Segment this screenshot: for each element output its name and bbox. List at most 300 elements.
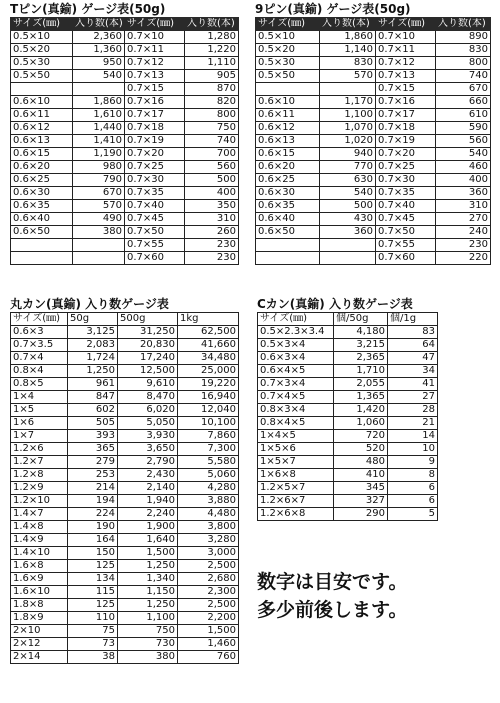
table-row bbox=[258, 339, 438, 352]
table-cell: 1,500 bbox=[118, 547, 178, 560]
table-cell: 28 bbox=[388, 404, 438, 417]
table-row bbox=[256, 200, 491, 213]
table-cell: 0.6×12 bbox=[256, 122, 320, 135]
table-cell: 3,650 bbox=[118, 443, 178, 456]
table-cell: 34,480 bbox=[178, 352, 239, 365]
ckan-col-header: 個/50g bbox=[334, 313, 388, 326]
table-cell: 0.5×50 bbox=[256, 70, 320, 83]
table-cell: 1,110 bbox=[185, 57, 239, 70]
ckan-header bbox=[258, 313, 438, 326]
table-row bbox=[11, 122, 239, 135]
table-cell: 980 bbox=[73, 161, 125, 174]
tpin-header bbox=[11, 18, 239, 31]
table-cell: 0.7×30 bbox=[125, 174, 185, 187]
table-cell: 0.7×18 bbox=[125, 122, 185, 135]
table-cell: 1.4×9 bbox=[11, 534, 68, 547]
table-row bbox=[11, 96, 239, 109]
table-cell: 560 bbox=[436, 135, 491, 148]
table-cell: 290 bbox=[334, 508, 388, 521]
table-row bbox=[11, 352, 239, 365]
table-row bbox=[11, 365, 239, 378]
table-cell: 0.7×50 bbox=[125, 226, 185, 239]
table-cell: 310 bbox=[436, 200, 491, 213]
table-cell: 1,640 bbox=[118, 534, 178, 547]
table-cell: 270 bbox=[436, 213, 491, 226]
table-cell: 1,020 bbox=[320, 135, 376, 148]
table-cell: 1,365 bbox=[334, 391, 388, 404]
table-row bbox=[258, 365, 438, 378]
table-cell: 19,220 bbox=[178, 378, 239, 391]
table-cell: 940 bbox=[320, 148, 376, 161]
table-cell: 253 bbox=[68, 469, 118, 482]
tpin-body bbox=[11, 31, 239, 265]
table-cell: 0.7×4 bbox=[11, 352, 68, 365]
table-row bbox=[11, 70, 239, 83]
table-row bbox=[11, 213, 239, 226]
table-cell bbox=[11, 252, 73, 265]
table-cell: 3,930 bbox=[118, 430, 178, 443]
table-cell: 905 bbox=[185, 70, 239, 83]
table-row bbox=[11, 391, 239, 404]
table-cell: 9 bbox=[388, 456, 438, 469]
table-cell: 5,580 bbox=[178, 456, 239, 469]
table-row bbox=[256, 161, 491, 174]
table-cell: 0.6×35 bbox=[256, 200, 320, 213]
marukan-col-header: 1kg bbox=[178, 313, 239, 326]
kyupin-col-header: サイズ(㎜) bbox=[256, 18, 320, 31]
table-cell: 0.7×13 bbox=[125, 70, 185, 83]
table-cell: 0.6×11 bbox=[11, 109, 73, 122]
table-cell: 2,200 bbox=[178, 612, 239, 625]
table-cell: 1,250 bbox=[118, 599, 178, 612]
table-cell: 380 bbox=[118, 651, 178, 664]
table-cell: 602 bbox=[68, 404, 118, 417]
table-cell: 0.6×50 bbox=[11, 226, 73, 239]
table-cell: 700 bbox=[185, 148, 239, 161]
table-cell: 25,000 bbox=[178, 365, 239, 378]
table-cell: 720 bbox=[334, 430, 388, 443]
table-cell: 0.6×12 bbox=[11, 122, 73, 135]
table-cell: 125 bbox=[68, 599, 118, 612]
table-row bbox=[11, 599, 239, 612]
table-cell: 890 bbox=[436, 31, 491, 44]
table-cell: 0.7×45 bbox=[376, 213, 436, 226]
table-row bbox=[11, 252, 239, 265]
table-cell: 0.7×15 bbox=[125, 83, 185, 96]
table-cell: 134 bbox=[68, 573, 118, 586]
table-cell: 110 bbox=[68, 612, 118, 625]
table-cell: 480 bbox=[334, 456, 388, 469]
table-cell: 6,020 bbox=[118, 404, 178, 417]
table-cell: 1.6×10 bbox=[11, 586, 68, 599]
table-cell: 560 bbox=[185, 161, 239, 174]
table-cell: 460 bbox=[436, 161, 491, 174]
table-cell: 41 bbox=[388, 378, 438, 391]
table-cell: 1,060 bbox=[334, 417, 388, 430]
table-cell: 0.6×13 bbox=[256, 135, 320, 148]
table-cell: 365 bbox=[68, 443, 118, 456]
table-row bbox=[11, 638, 239, 651]
table-cell: 1.2×8 bbox=[11, 469, 68, 482]
table-cell: 224 bbox=[68, 508, 118, 521]
table-cell: 0.6×10 bbox=[11, 96, 73, 109]
table-cell: 0.7×3×4 bbox=[258, 378, 334, 391]
table-cell: 73 bbox=[68, 638, 118, 651]
table-cell: 4,180 bbox=[334, 326, 388, 339]
table-cell: 3,000 bbox=[178, 547, 239, 560]
table-cell: 1.2×7 bbox=[11, 456, 68, 469]
table-cell: 950 bbox=[73, 57, 125, 70]
table-cell: 730 bbox=[118, 638, 178, 651]
table-cell: 0.6×20 bbox=[256, 161, 320, 174]
table-cell bbox=[11, 83, 73, 96]
table-cell: 0.7×30 bbox=[376, 174, 436, 187]
table-cell: 0.5×20 bbox=[256, 44, 320, 57]
table-cell: 1×5×7 bbox=[258, 456, 334, 469]
table-cell: 0.6×40 bbox=[256, 213, 320, 226]
table-cell: 0.6×13 bbox=[11, 135, 73, 148]
table-cell: 610 bbox=[436, 109, 491, 122]
table-cell: 83 bbox=[388, 326, 438, 339]
table-cell: 350 bbox=[185, 200, 239, 213]
table-cell: 194 bbox=[68, 495, 118, 508]
table-row bbox=[258, 443, 438, 456]
table-cell: 1×4 bbox=[11, 391, 68, 404]
table-cell: 1.2×6×8 bbox=[258, 508, 334, 521]
kyupin-col-header: サイズ(㎜) bbox=[376, 18, 436, 31]
table-cell: 16,940 bbox=[178, 391, 239, 404]
table-cell: 310 bbox=[185, 213, 239, 226]
table-cell: 0.7×4×5 bbox=[258, 391, 334, 404]
tpin-col-header: 入り数(本) bbox=[185, 18, 239, 31]
kyupin-body bbox=[256, 31, 491, 265]
table-cell: 1,250 bbox=[118, 560, 178, 573]
table-row bbox=[11, 378, 239, 391]
table-cell: 0.6×50 bbox=[256, 226, 320, 239]
table-cell: 670 bbox=[436, 83, 491, 96]
table-cell: 3,880 bbox=[178, 495, 239, 508]
table-row bbox=[11, 521, 239, 534]
table-cell: 38 bbox=[68, 651, 118, 664]
table-cell: 0.7×35 bbox=[125, 187, 185, 200]
table-cell: 740 bbox=[436, 70, 491, 83]
table-cell: 1×5×6 bbox=[258, 443, 334, 456]
table-cell: 0.6×15 bbox=[256, 148, 320, 161]
table-cell: 0.6×11 bbox=[256, 109, 320, 122]
table-cell: 1,100 bbox=[320, 109, 376, 122]
table-cell: 660 bbox=[436, 96, 491, 109]
table-cell: 0.6×30 bbox=[11, 187, 73, 200]
table-cell: 0.7×16 bbox=[125, 96, 185, 109]
table-cell: 0.6×3×4 bbox=[258, 352, 334, 365]
table-cell bbox=[256, 239, 320, 252]
ckan-col-header: 個/1g bbox=[388, 313, 438, 326]
table-cell: 800 bbox=[436, 57, 491, 70]
table-cell: 8,470 bbox=[118, 391, 178, 404]
table-cell: 0.8×4 bbox=[11, 365, 68, 378]
table-cell: 1,220 bbox=[185, 44, 239, 57]
table-cell: 3,215 bbox=[334, 339, 388, 352]
table-cell: 1.2×6×7 bbox=[258, 495, 334, 508]
table-cell: 5,050 bbox=[118, 417, 178, 430]
table-cell: 540 bbox=[436, 148, 491, 161]
table-cell: 1×5 bbox=[11, 404, 68, 417]
table-cell: 345 bbox=[334, 482, 388, 495]
table-cell: 164 bbox=[68, 534, 118, 547]
table-cell: 279 bbox=[68, 456, 118, 469]
table-cell: 1,360 bbox=[73, 44, 125, 57]
table-cell bbox=[320, 252, 376, 265]
table-cell: 1,250 bbox=[68, 365, 118, 378]
table-row bbox=[11, 469, 239, 482]
table-cell: 0.7×10 bbox=[125, 31, 185, 44]
table-row bbox=[11, 83, 239, 96]
table-row bbox=[258, 391, 438, 404]
table-cell: 0.6×40 bbox=[11, 213, 73, 226]
table-cell: 64 bbox=[388, 339, 438, 352]
table-cell: 150 bbox=[68, 547, 118, 560]
table-cell: 2,680 bbox=[178, 573, 239, 586]
table-cell: 41,660 bbox=[178, 339, 239, 352]
table-cell: 1.4×7 bbox=[11, 508, 68, 521]
table-cell: 214 bbox=[68, 482, 118, 495]
table-cell: 393 bbox=[68, 430, 118, 443]
table-cell: 21 bbox=[388, 417, 438, 430]
table-row bbox=[256, 44, 491, 57]
table-cell: 2×10 bbox=[11, 625, 68, 638]
ckan-col-header: サイズ(㎜) bbox=[258, 313, 334, 326]
table-cell: 1,900 bbox=[118, 521, 178, 534]
table-row bbox=[256, 70, 491, 83]
table-cell: 5,060 bbox=[178, 469, 239, 482]
table-cell: 0.7×17 bbox=[125, 109, 185, 122]
table-cell: 4,480 bbox=[178, 508, 239, 521]
table-cell: 12,040 bbox=[178, 404, 239, 417]
table-row bbox=[11, 482, 239, 495]
table-row bbox=[258, 417, 438, 430]
table-cell: 0.5×3×4 bbox=[258, 339, 334, 352]
table-cell: 0.8×5 bbox=[11, 378, 68, 391]
note-line-1: 数字は目安です。 bbox=[257, 571, 408, 593]
marukan-col-header: 50g bbox=[68, 313, 118, 326]
table-cell: 0.7×55 bbox=[376, 239, 436, 252]
table-cell: 0.7×60 bbox=[376, 252, 436, 265]
table-cell: 2,500 bbox=[178, 599, 239, 612]
table-row bbox=[11, 573, 239, 586]
ckan-block bbox=[257, 297, 438, 521]
table-cell: 0.7×20 bbox=[376, 148, 436, 161]
table-cell: 790 bbox=[73, 174, 125, 187]
table-cell: 190 bbox=[68, 521, 118, 534]
table-cell: 0.7×40 bbox=[125, 200, 185, 213]
table-cell: 2,430 bbox=[118, 469, 178, 482]
table-row bbox=[11, 625, 239, 638]
table-cell: 0.6×20 bbox=[11, 161, 73, 174]
table-cell: 0.6×25 bbox=[256, 174, 320, 187]
table-row bbox=[11, 508, 239, 521]
tpin-table bbox=[10, 17, 239, 265]
table-cell: 0.7×20 bbox=[125, 148, 185, 161]
table-cell: 230 bbox=[185, 239, 239, 252]
table-cell: 2,360 bbox=[73, 31, 125, 44]
tpin-col-header: サイズ(㎜) bbox=[125, 18, 185, 31]
table-row bbox=[11, 560, 239, 573]
table-row bbox=[11, 226, 239, 239]
table-row bbox=[11, 430, 239, 443]
table-cell: 3,280 bbox=[178, 534, 239, 547]
marukan-title: 丸カン(真鍮) 入り数ゲージ表 bbox=[10, 297, 169, 311]
table-cell: 1,150 bbox=[118, 586, 178, 599]
table-cell: 1,500 bbox=[178, 625, 239, 638]
table-cell: 1.4×10 bbox=[11, 547, 68, 560]
table-cell: 17,240 bbox=[118, 352, 178, 365]
table-cell: 0.6×10 bbox=[256, 96, 320, 109]
table-cell: 2×12 bbox=[11, 638, 68, 651]
table-row bbox=[256, 252, 491, 265]
table-row bbox=[256, 122, 491, 135]
table-cell: 220 bbox=[436, 252, 491, 265]
table-cell: 1,100 bbox=[118, 612, 178, 625]
table-cell: 7,860 bbox=[178, 430, 239, 443]
table-row bbox=[256, 96, 491, 109]
table-cell: 6 bbox=[388, 482, 438, 495]
table-cell: 0.7×18 bbox=[376, 122, 436, 135]
table-row bbox=[256, 57, 491, 70]
table-cell: 0.6×4×5 bbox=[258, 365, 334, 378]
table-cell: 0.7×15 bbox=[376, 83, 436, 96]
table-cell: 0.7×17 bbox=[376, 109, 436, 122]
table-cell: 1.8×9 bbox=[11, 612, 68, 625]
table-cell bbox=[256, 252, 320, 265]
table-row bbox=[256, 135, 491, 148]
table-cell: 6 bbox=[388, 495, 438, 508]
table-cell: 34 bbox=[388, 365, 438, 378]
table-cell: 670 bbox=[73, 187, 125, 200]
table-row bbox=[11, 612, 239, 625]
table-cell: 0.6×30 bbox=[256, 187, 320, 200]
table-cell: 0.5×30 bbox=[11, 57, 73, 70]
table-cell: 1.2×10 bbox=[11, 495, 68, 508]
table-row bbox=[11, 135, 239, 148]
ckan-title: Cカン(真鍮) 入り数ゲージ表 bbox=[257, 297, 413, 311]
table-row bbox=[11, 404, 239, 417]
table-cell: 2,240 bbox=[118, 508, 178, 521]
table-cell: 47 bbox=[388, 352, 438, 365]
table-row bbox=[11, 109, 239, 122]
table-cell: 380 bbox=[73, 226, 125, 239]
table-cell: 870 bbox=[185, 83, 239, 96]
table-cell: 10,100 bbox=[178, 417, 239, 430]
table-cell: 770 bbox=[320, 161, 376, 174]
table-cell: 1.4×8 bbox=[11, 521, 68, 534]
table-cell: 1,940 bbox=[118, 495, 178, 508]
table-row bbox=[258, 378, 438, 391]
table-cell: 2,790 bbox=[118, 456, 178, 469]
table-row bbox=[256, 187, 491, 200]
table-row bbox=[258, 352, 438, 365]
kyupin-title: 9ピン(真鍮) ゲージ表(50g) bbox=[255, 2, 411, 16]
table-cell: 2,500 bbox=[178, 560, 239, 573]
marukan-col-header: 500g bbox=[118, 313, 178, 326]
table-cell: 820 bbox=[185, 96, 239, 109]
table-cell: 4,280 bbox=[178, 482, 239, 495]
table-cell: 0.7×10 bbox=[376, 31, 436, 44]
table-cell: 20,830 bbox=[118, 339, 178, 352]
table-cell: 1,170 bbox=[320, 96, 376, 109]
table-row bbox=[258, 482, 438, 495]
table-cell: 590 bbox=[436, 122, 491, 135]
table-cell: 400 bbox=[436, 174, 491, 187]
table-row bbox=[11, 174, 239, 187]
kyupin-header bbox=[256, 18, 491, 31]
table-cell: 500 bbox=[185, 174, 239, 187]
table-cell: 2×14 bbox=[11, 651, 68, 664]
ckan-table bbox=[257, 312, 438, 521]
table-cell: 1.8×8 bbox=[11, 599, 68, 612]
table-cell: 230 bbox=[436, 239, 491, 252]
table-cell: 9,610 bbox=[118, 378, 178, 391]
table-cell: 1,420 bbox=[334, 404, 388, 417]
table-cell: 8 bbox=[388, 469, 438, 482]
table-cell: 7,300 bbox=[178, 443, 239, 456]
table-cell: 0.7×25 bbox=[125, 161, 185, 174]
table-cell: 570 bbox=[320, 70, 376, 83]
table-cell: 1,440 bbox=[73, 122, 125, 135]
table-cell: 0.7×19 bbox=[125, 135, 185, 148]
table-row bbox=[11, 417, 239, 430]
tpin-col-header: 入り数(本) bbox=[73, 18, 125, 31]
table-row bbox=[258, 456, 438, 469]
table-cell: 0.7×40 bbox=[376, 200, 436, 213]
table-row bbox=[256, 174, 491, 187]
table-cell: 520 bbox=[334, 443, 388, 456]
table-cell: 31,250 bbox=[118, 326, 178, 339]
table-cell: 2,300 bbox=[178, 586, 239, 599]
table-cell: 0.7×55 bbox=[125, 239, 185, 252]
table-cell: 1,724 bbox=[68, 352, 118, 365]
table-cell: 1,070 bbox=[320, 122, 376, 135]
table-cell: 0.7×12 bbox=[376, 57, 436, 70]
table-cell: 27 bbox=[388, 391, 438, 404]
tpin-col-header: サイズ(㎜) bbox=[11, 18, 73, 31]
table-row bbox=[256, 226, 491, 239]
table-cell bbox=[256, 83, 320, 96]
table-cell bbox=[320, 239, 376, 252]
marukan-block bbox=[10, 297, 239, 664]
table-cell: 125 bbox=[68, 560, 118, 573]
marukan-body bbox=[11, 326, 239, 664]
table-cell: 1,860 bbox=[320, 31, 376, 44]
table-cell: 3,125 bbox=[68, 326, 118, 339]
table-cell: 3,800 bbox=[178, 521, 239, 534]
table-cell: 0.7×3.5 bbox=[11, 339, 68, 352]
table-cell: 2,140 bbox=[118, 482, 178, 495]
table-cell: 1×6×8 bbox=[258, 469, 334, 482]
tpin-title: Tピン(真鍮) ゲージ表(50g) bbox=[10, 2, 166, 16]
table-cell: 750 bbox=[185, 122, 239, 135]
table-cell: 1,410 bbox=[73, 135, 125, 148]
table-cell: 360 bbox=[436, 187, 491, 200]
table-cell: 0.7×12 bbox=[125, 57, 185, 70]
table-row bbox=[256, 239, 491, 252]
table-row bbox=[256, 83, 491, 96]
table-cell: 0.7×50 bbox=[376, 226, 436, 239]
table-cell: 540 bbox=[73, 70, 125, 83]
table-cell: 0.8×3×4 bbox=[258, 404, 334, 417]
table-cell: 62,500 bbox=[178, 326, 239, 339]
table-row bbox=[258, 469, 438, 482]
table-row bbox=[256, 148, 491, 161]
